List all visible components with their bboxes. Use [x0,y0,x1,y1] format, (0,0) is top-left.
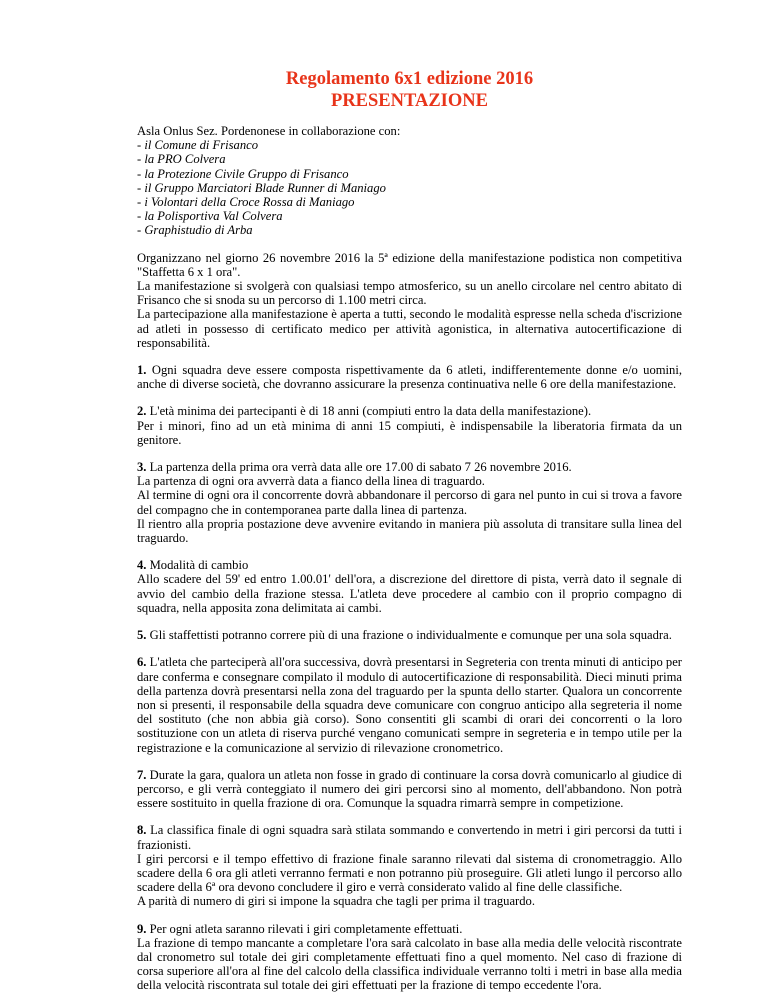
rule-1 [137,363,682,391]
rule-text: L'età minima dei partecipanti è di 18 anni (compiuti entro la data della manifestazione). [149,404,592,419]
partner-item: - Graphistudio di Arba [137,223,253,238]
overview-section [137,251,682,350]
rule-text: L'atleta che parteciperà all'ora successiva, dovrà presentarsi in Segreteria con trenta minuti di anticipo per dare conferma e consegnare compilato il modulo di autocertificazione di responsabilità. Dieci minuti prima della partenza dovrà presentarsi nella zona del traguardo per la spunta dello starter. Qualora un concorrente non si presenti, il responsabile della squadra deve comunicare con congruo anticipo alla segreteria il nome del sostituto (che non abbia già corso). Sono consentiti gli scambi di orari dei concorrenti o la loro sostituzione con un atleta di riserva purché vengano comunicati sempre in segreteria e in tempo utile per la registrazione e la comunicazione al servizio di rilevazione cronometrico. [137,655,682,755]
rule-4 [137,558,682,615]
title-line-1: Regolamento 6x1 edizione 2016 [285,69,534,89]
overview-paragraph: La manifestazione si svolgerà con qualsiasi tempo atmosferico, su un anello circolare nel centro abitato di Frisanco che si snoda su un percorso di 1.100 metri circa. [137,279,682,308]
overview-paragraph: La partecipazione alla manifestazione è aperta a tutti, secondo le modalità espresse nella scheda d'iscrizione ad atleti in possesso di certificato medico per attività agonistica, in alternativa autocertificazione di responsabilità. [137,307,682,350]
rule-8 [137,823,682,908]
rule-text: I giri percorsi e il tempo effettivo di frazione finale saranno rilevati dal sistema di cronometraggio. Allo scadere della 6 ora gli atleti verranno fermati e non potranno più proseguire. Gli atleti lungo il percorso allo scadere della 6ª ora devono concludere il giro e verrà considerato valido al fine delle classifiche. [137,851,682,895]
rule-text: La partenza della prima ora verrà data alle ore 17.00 di sabato 7 26 novembre 2016. [149,460,572,475]
rule-text: Durate la gara, qualora un atleta non fosse in grado di continuare la corsa dovrà comunicarlo al giudice di percorso, e gli verrà conteggiato il numero dei giri percorsi sino al momento, dell'abbandono. Non potrà essere sostituito in quella frazione di ora. Comunque la squadra rimarrà sempre in competizione. [137,767,682,811]
rule-7 [137,768,682,811]
rule-text: Ogni squadra deve essere composta rispettivamente da 6 atleti, indifferentemente donne e/o uomini, anche di diverse società, che dovranno assicurare la presenza continuativa nelle 6 ore della manifestazione. [137,363,682,392]
rule-number: 1. [137,363,147,378]
rule-text: Allo scadere del 59' ed entro 1.00.01' dell'ora, a discrezione del direttore di pista, verrà dato il segnale di avvio del cambio della frazione stessa. L'atleta deve procedere al cambio con il proprio compagno di squadra, nella apposita zona delimitata ai cambi. [137,572,682,615]
rule-3 [137,460,682,545]
intro-section [137,124,682,238]
rule-text: A parità di numero di giri si impone la squadra che tagli per prima il traguardo. [137,894,535,909]
rule-heading: Modalità di cambio [149,558,249,573]
rule-2 [137,404,682,447]
title-line-2: PRESENTAZIONE [331,91,488,111]
partner-item: - la Polisportiva Val Colvera [137,209,283,224]
rule-number: 4. [137,558,147,573]
partner-item: - il Comune di Frisanco [137,138,259,153]
rule-text: Il rientro alla propria postazione deve avvenire evitando in maniera più assoluta di transitare sulla linea del traguardo. [137,516,682,546]
rule-number: 8. [137,823,147,838]
partner-item: - il Gruppo Marciatori Blade Runner di Maniago [137,180,386,195]
rule-5 [137,628,682,642]
document-page [137,68,682,1006]
partner-item: - i Volontari della Croce Rossa di Maniago [137,195,355,210]
rule-9 [137,922,682,993]
rule-text: Per ogni atleta saranno rilevati i giri completamente effettuati. [149,921,463,936]
overview-paragraph: Organizzano nel giorno 26 novembre 2016 la 5ª edizione della manifestazione podistica non competitiva "Staffetta 6 x 1 ora". [137,250,682,279]
rule-text: La classifica finale di ogni squadra sarà stilata sommando e convertendo in metri i giri percorsi da tutti i frazionisti. [137,823,682,852]
partner-item: - la Protezione Civile Gruppo di Frisanco [137,166,349,181]
rule-number: 2. [137,404,147,419]
rule-number: 3. [137,460,147,475]
rule-number: 9. [137,921,147,936]
rule-text: Gli staffettisti potranno correre più di una frazione o individualmente e comunque per una sola squadra. [149,628,672,643]
rule-text: La partenza di ogni ora avverrà data a fianco della linea di traguardo. [137,474,485,489]
rule-text: La frazione di tempo mancante a completare l'ora sarà calcolato in base alla media delle velocità riscontrate dal cronometro sul totale dei giri completamente effettuati fino a quel momento. Nel caso di frazione di corsa superiore all'ora al fine del calcolo della classifica individuale verranno tolti i metri in base alla media della velocità riscontrata sul totale dei giri effettuati per la frazione di tempo eccedente l'ora. [137,935,682,993]
rule-number: 6. [137,655,147,670]
partner-item: - la PRO Colvera [137,152,226,167]
rule-number: 5. [137,628,147,643]
rule-text: Al termine di ogni ora il concorrente dovrà abbandonare il percorso di gara nel punto in cui si trova a favore del compagno che in contemporanea parte dalla linea di partenza. [137,488,682,517]
intro-lead: Asla Onlus Sez. Pordenonese in collaborazione con: [137,124,401,138]
rule-6 [137,655,682,754]
rule-number: 7. [137,767,147,782]
rule-text: Per i minori, fino ad un età minima di anni 15 compiuti, è indispensabile la liberatoria firmata da un genitore. [137,418,682,447]
document-title [137,68,682,112]
